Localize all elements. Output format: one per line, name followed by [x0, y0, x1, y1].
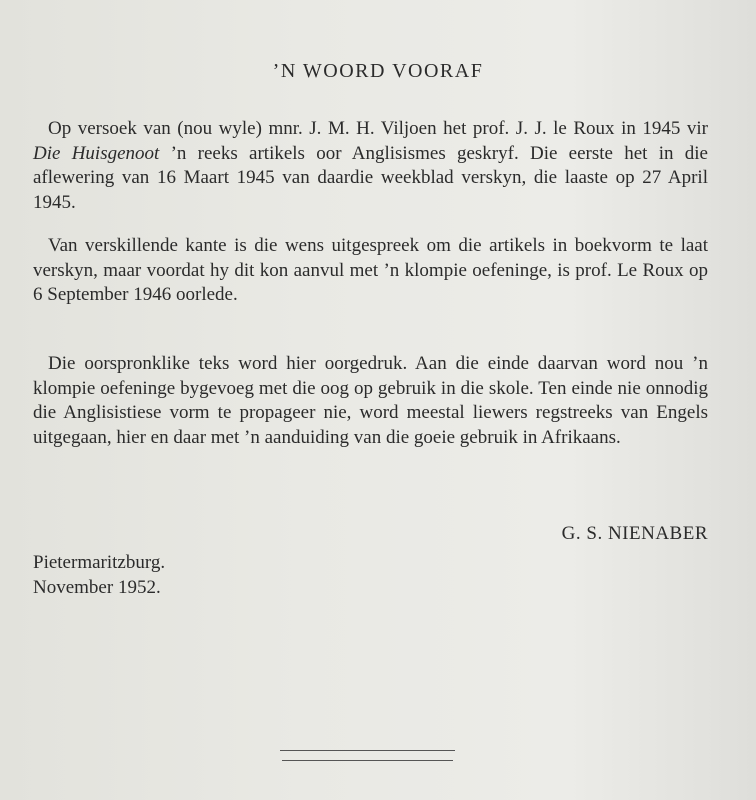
decorative-rule-top	[280, 750, 455, 751]
place-line: Pietermaritzburg.	[33, 552, 166, 573]
publication-title: Die Huisgenoot	[33, 142, 160, 164]
paragraph-2: Van verskillende kante is die wens uitgespreek om die artikels in boekvorm te laat verskyn, maar voordat hy dit kon aanvul met ’n klompie oefeninge, is prof. Le Roux op 6 September 1946 oorlede.	[33, 235, 708, 305]
page-heading: ’N WOORD VOORAF	[272, 60, 484, 82]
place-date-block	[33, 550, 165, 600]
date-line: November 1952.	[33, 577, 161, 598]
decorative-rule-bottom	[282, 760, 453, 761]
paragraph-3: Die oorspronklike teks word hier oorgedruk. Aan die einde daarvan word nou ’n klompie oefeninge bygevoeg met die oog op gebruik in die skole. Ten einde nie onnodig die Anglisistiese vorm te propageer nie, word meestal liewers regstreeks van Engels uitgegaan, hier en daar met ’n aanduiding van die goeie gebruik in Afrikaans.	[33, 353, 708, 448]
author-signature: G. S. NIENABER	[561, 523, 708, 544]
paragraph-1-end: ’n reeks artikels oor Anglisismes geskryf. Die eerste het in die aflewering van 16 Maart 1945 van daardie weekblad verskyn, die laaste op 27 April 1945.	[33, 142, 708, 213]
paragraph-1-start: Op versoek van (nou wyle) mnr. J. M. H. Viljoen het prof. J. J. le Roux in 1945 vir	[48, 118, 708, 139]
paragraph-1	[33, 117, 708, 215]
